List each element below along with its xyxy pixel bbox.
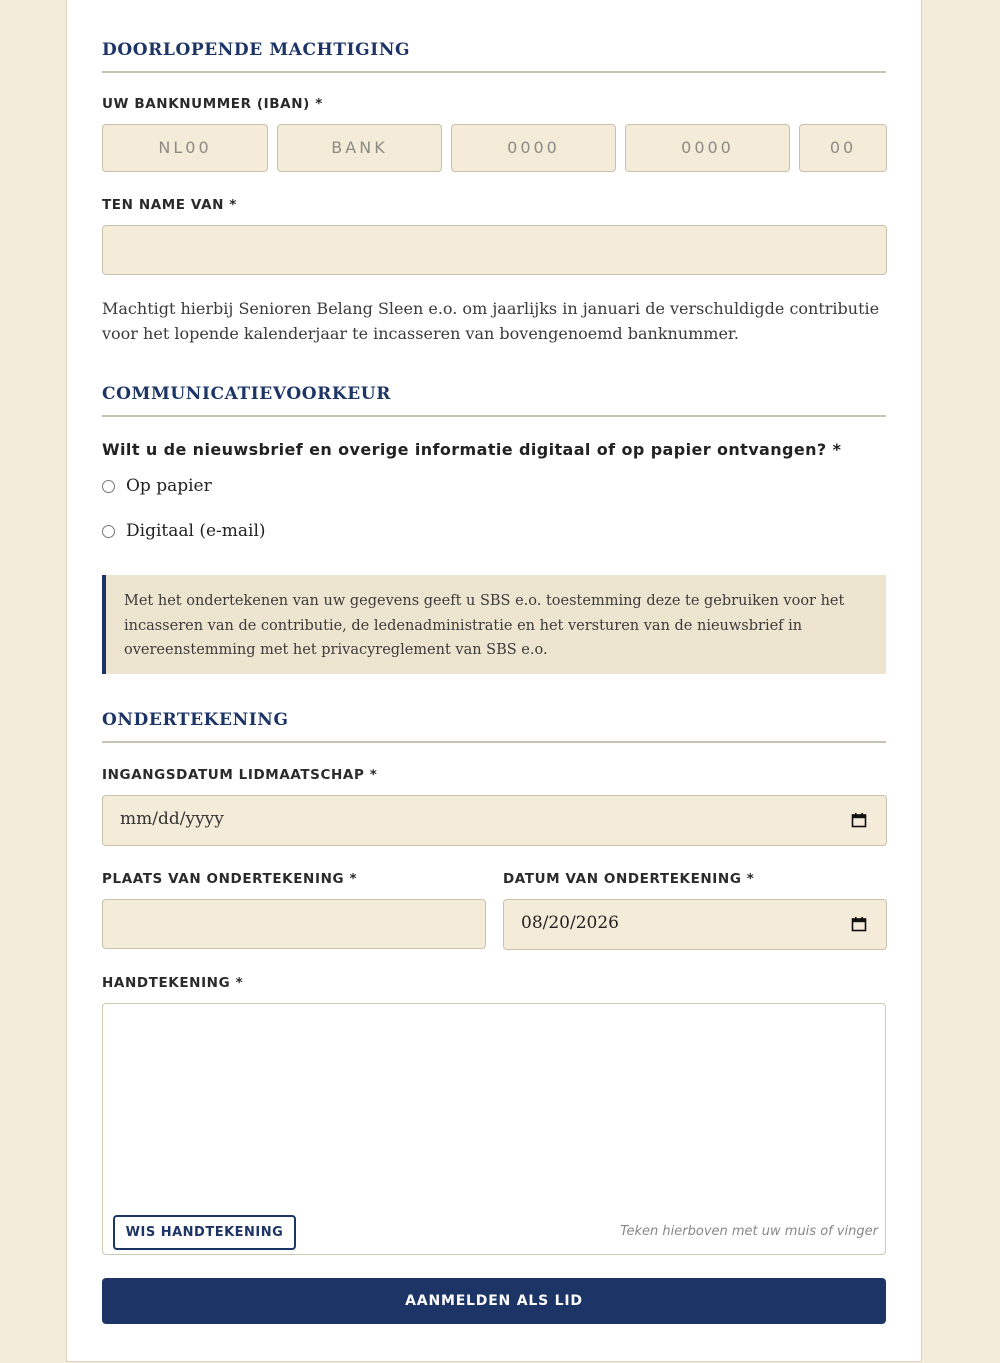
account-holder-input[interactable] <box>102 225 887 275</box>
radio-option-digital[interactable] <box>102 521 266 541</box>
calendar-icon[interactable] <box>851 916 867 932</box>
iban-part1-field[interactable]: 0000 <box>451 124 616 172</box>
place-input[interactable] <box>102 899 486 949</box>
clear-signature-button[interactable]: WIS HANDTEKENING <box>113 1215 296 1250</box>
place-label: PLAATS VAN ONDERTEKENING * <box>102 871 358 887</box>
radio-label-digital: Digitaal (e-mail) <box>126 521 266 541</box>
start-date-placeholder: mm/dd/yyyy <box>120 809 224 829</box>
sign-date-value: 08/20/2026 <box>521 913 619 933</box>
sign-date-label: DATUM VAN ONDERTEKENING * <box>503 871 755 887</box>
section-title-communication: COMMUNICATIEVOORKEUR <box>102 384 886 417</box>
authorization-text: Machtigt hierbij Senioren Belang Sleen e.o. om jaarlijks in januari de verschuldigde contributie voor het lopende kalenderjaar te incasseren van bovengenoemd banknummer. <box>102 299 880 343</box>
signature-label: HANDTEKENING * <box>102 975 244 991</box>
iban-country-field[interactable]: NL00 <box>102 124 268 172</box>
privacy-notice: Met het ondertekenen van uw gegevens geeft u SBS e.o. toestemming deze te gebruiken voor het incasseren van de contributie, de ledenadministratie en het versturen van de nieuwsbrief in overeenstemming met het privacyreglement van SBS e.o. <box>102 575 886 674</box>
iban-part3-field[interactable]: 00 <box>799 124 887 172</box>
iban-label: UW BANKNUMMER (IBAN) * <box>102 96 323 112</box>
section-title-signing: ONDERTEKENING <box>102 710 886 743</box>
communication-question: Wilt u de nieuwsbrief en overige informatie digitaal of op papier ontvangen? * <box>102 440 842 459</box>
radio-label-paper: Op papier <box>126 476 212 496</box>
start-date-label: INGANGSDATUM LIDMAATSCHAP * <box>102 767 378 783</box>
signature-hint: Teken hierboven met uw muis of vinger <box>620 1224 878 1239</box>
radio-option-paper[interactable] <box>102 476 212 496</box>
radio-button-digital[interactable] <box>102 525 115 538</box>
iban-bank-field[interactable]: BANK <box>277 124 442 172</box>
iban-part2-field[interactable]: 0000 <box>625 124 790 172</box>
calendar-icon[interactable] <box>851 812 867 828</box>
account-holder-label: TEN NAME VAN * <box>102 197 237 213</box>
section-title-mandate: DOORLOPENDE MACHTIGING <box>102 40 886 73</box>
submit-button[interactable]: AANMELDEN ALS LID <box>102 1278 886 1324</box>
radio-button-paper[interactable] <box>102 480 115 493</box>
